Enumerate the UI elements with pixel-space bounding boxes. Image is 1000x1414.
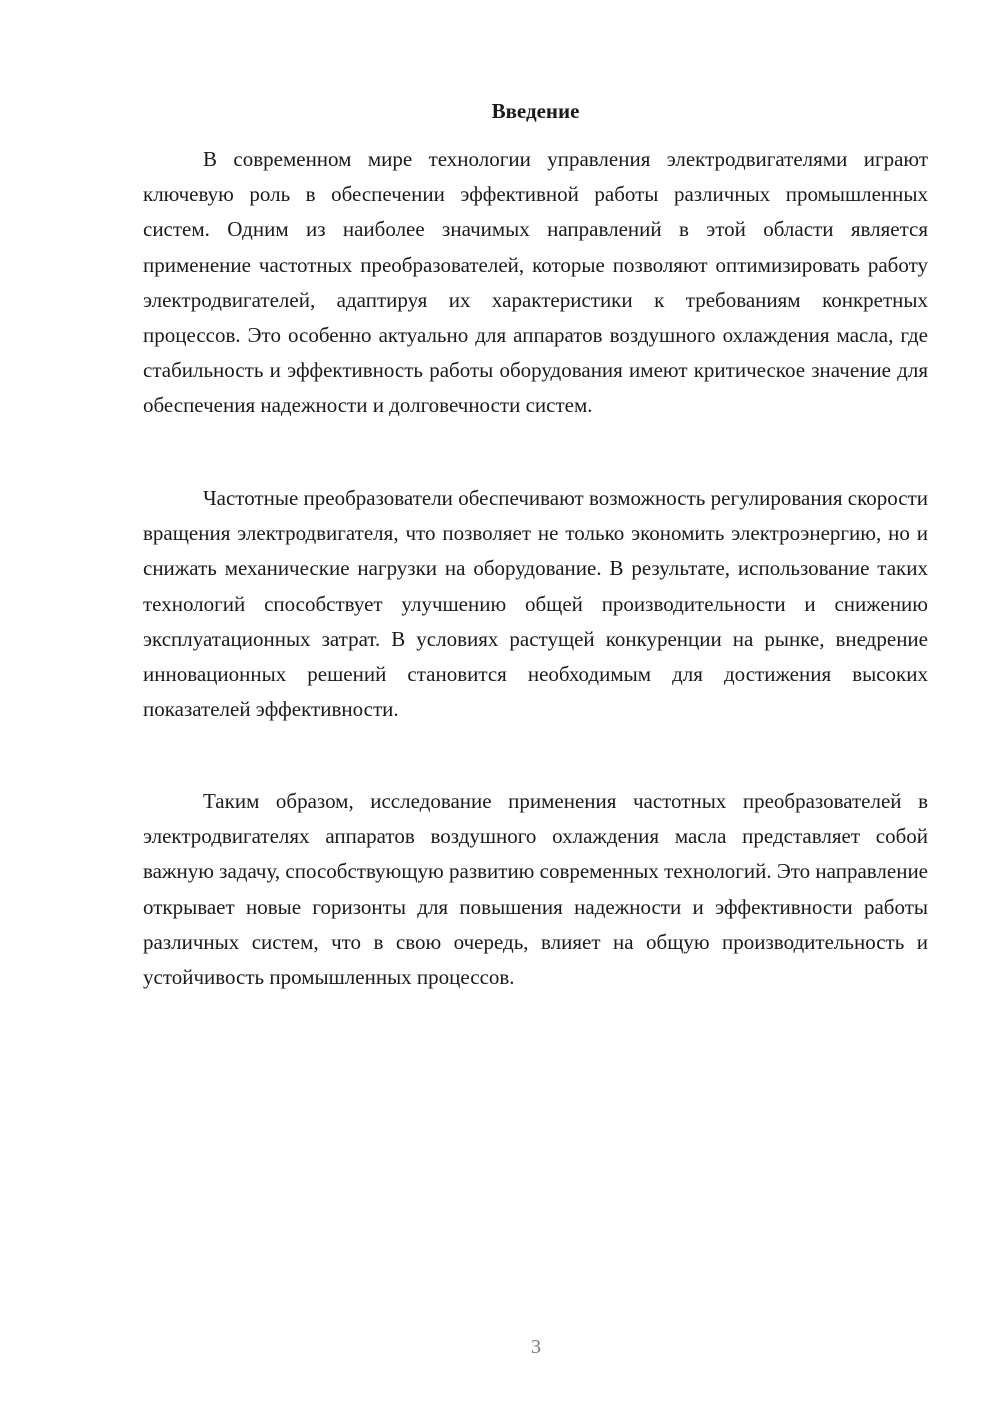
paragraph-3: Таким образом, исследование применения частотных преобразователей в электродвигателях аппаратов воздушного охлаждения масла представляет собой важную задачу, способствующую развитию современных технологий. Это направление открывает новые горизонты для повышения надежности и эффективности работы различных систем, что в свою очередь, влияет на общую производительность и устойчивость промышленных процессов. — [143, 789, 928, 990]
page-number: 3 — [531, 1336, 541, 1358]
section-heading: Введение — [491, 99, 580, 123]
paragraph-1: В современном мире технологии управления электродвигателями играют ключевую роль в обеспечении эффективной работы различных промышленных систем. Одним из наиболее значимых направлений в этой области является применение частотных преобразователей, которые позволяют оптимизировать работу электродвигателей, адаптируя их характеристики к требованиям конкретных процессов. Это особенно актуально для аппаратов воздушного охлаждения масла, где стабильность и эффективность работы оборудования имеют критическое значение для обеспечения надежности и долговечности систем. — [143, 147, 928, 418]
paragraph-2: Частотные преобразователи обеспечивают возможность регулирования скорости вращения электродвигателя, что позволяет не только экономить электроэнергию, но и снижать механические нагрузки на оборудование. В результате, использование таких технологий способствует улучшению общей производительности и снижению эксплуатационных затрат. В условиях растущей конкуренции на рынке, внедрение инновационных решений становится необходимым для достижения высоких показателей эффективности. — [143, 486, 928, 722]
